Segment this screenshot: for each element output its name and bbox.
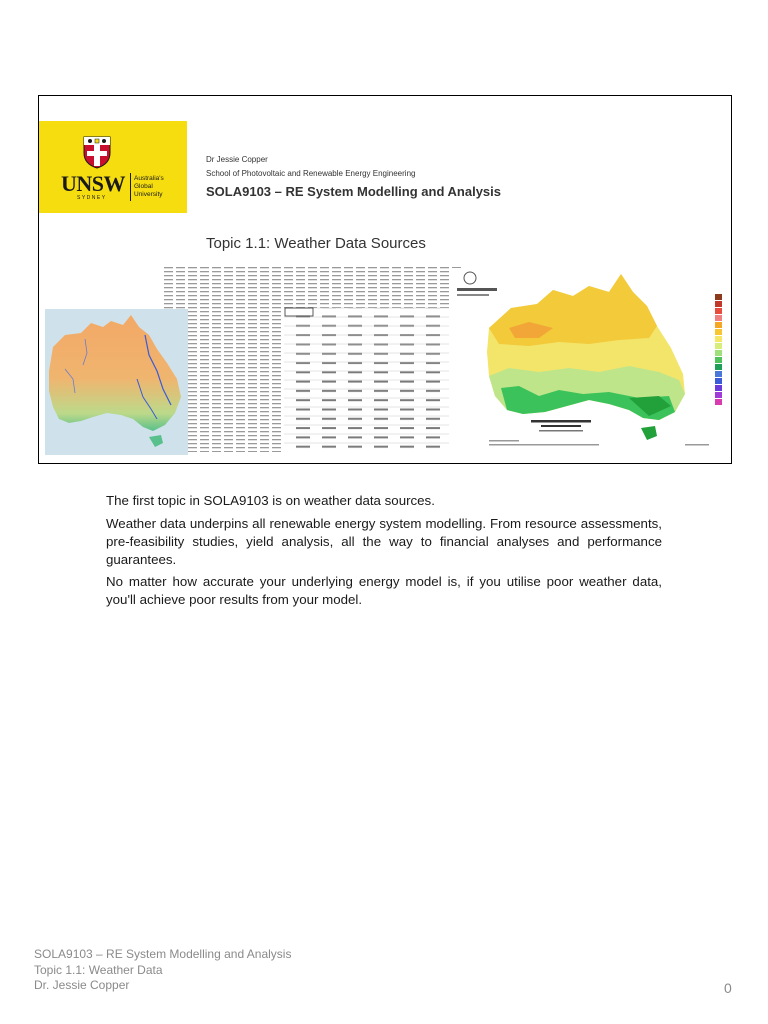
weather-data-table-image [164,266,464,452]
australia-elevation-map [45,309,188,455]
unsw-wordmark: UNSW [61,171,126,196]
tagline-line: Australia's [134,175,164,182]
logo-tagline [134,175,164,199]
tagline-line: Global [134,183,153,190]
poor-data-paragraph: No matter how accurate your underlying energy model is, if you utilise poor weather data, you'll achieve poor results from your model. [106,574,662,607]
intro-paragraph: The first topic in SOLA9103 is on weather data sources. [106,493,435,508]
page-number: 0 [724,980,732,996]
footer-topic: Topic 1.1: Weather Data [34,962,163,977]
mean-minimum-temperature-map [449,268,729,454]
slide-school: School of Photovoltaic and Renewable Energy Engineering [206,169,416,178]
footer-author: Dr. Jessie Copper [34,978,130,992]
tagline-line: University [134,191,163,198]
weather-data-paragraph: Weather data underpins all renewable energy system modelling. From resource assessments, pre-feasibility studies, yield analysis, all the way to financial analyses and performance guarantees. [106,516,662,567]
footer-course: SOLA9103 – RE System Modelling and Analysis [34,947,292,961]
page-footer [34,947,291,994]
slide-topic-heading: Topic 1.1: Weather Data Sources [206,235,426,252]
unsw-crest-icon [82,135,112,169]
slide-author: Dr Jessie Copper [206,155,268,164]
unsw-sydney-label: SYDNEY [77,195,107,201]
slide-course-title: SOLA9103 – RE System Modelling and Analysis [206,184,502,199]
unsw-logo [39,121,187,213]
logo-divider [130,173,131,201]
slide-frame [38,95,732,464]
